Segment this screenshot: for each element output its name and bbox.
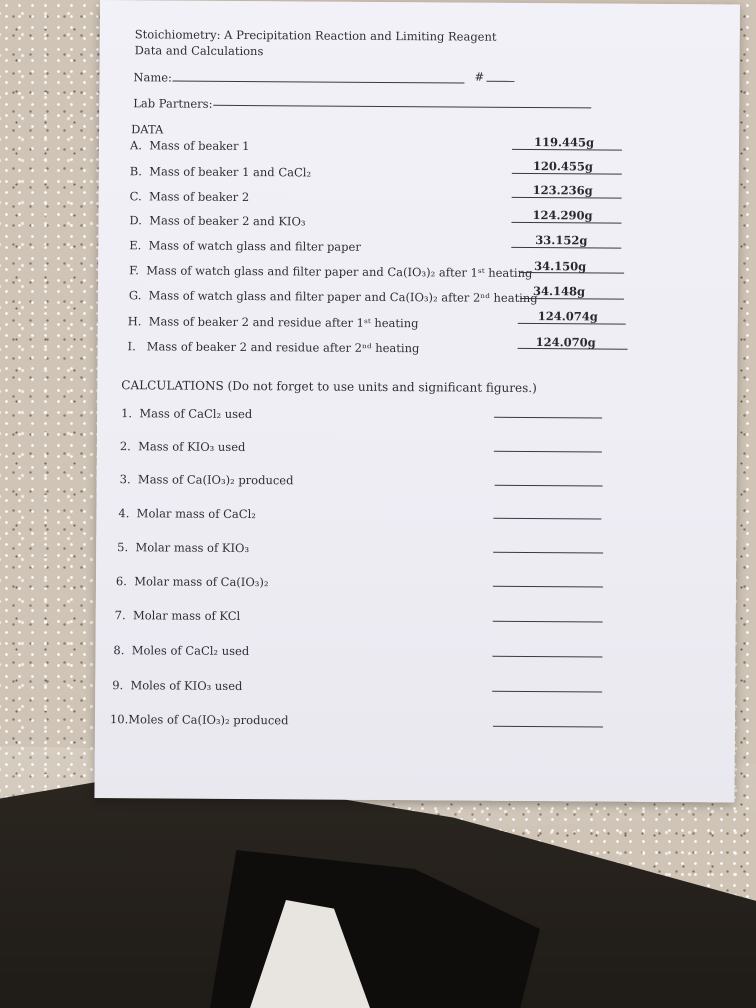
calc-answer-line[interactable] [495, 485, 603, 487]
calc-answer-line[interactable] [493, 726, 603, 728]
calc-number: 9. [112, 678, 124, 693]
calc-row [112, 678, 242, 693]
calc-answer-line[interactable] [492, 656, 602, 658]
data-label: Mass of beaker 2 [148, 189, 250, 205]
data-label: Mass of beaker 2 and residue after 2ⁿᵈ heating [146, 339, 420, 356]
data-value-h: 124.074g [537, 309, 598, 324]
calc-answer-line[interactable] [493, 518, 601, 520]
data-row-b [130, 164, 311, 179]
number-field-line[interactable] [486, 81, 514, 82]
data-label: Mass of beaker 2 and residue after 1ˢᵗ heating [148, 314, 419, 331]
data-value-c: 123.236g [532, 183, 593, 198]
number-label: # [474, 69, 485, 84]
data-letter: B. [129, 164, 142, 179]
data-letter: G. [128, 288, 142, 303]
calc-row [121, 406, 252, 421]
calc-answer-line[interactable] [493, 586, 603, 588]
data-label: Mass of beaker 1 and CaCl₂ [149, 164, 312, 180]
calc-row [116, 574, 269, 589]
calc-label: Moles of KIO₃ used [130, 678, 243, 694]
calc-label: Molar mass of Ca(IO₃)₂ [134, 574, 269, 590]
data-row-d [129, 213, 305, 228]
calc-number: 7. [114, 608, 126, 623]
data-label: Mass of watch glass and filter paper and Ca(IO₃)₂ after 2ⁿᵈ heating [148, 288, 538, 306]
calc-number: 10. [109, 712, 129, 727]
name-label: Name: [133, 70, 173, 85]
calc-row [117, 540, 249, 555]
data-row-i [128, 339, 420, 355]
calc-number: 1. [121, 406, 133, 421]
data-letter: D. [129, 213, 142, 228]
calc-row [115, 608, 241, 623]
worksheet-page [94, 0, 740, 802]
calc-label: Molar mass of CaCl₂ [136, 506, 256, 522]
worksheet-title: Stoichiometry: A Precipitation Reaction and Limiting Reagent [134, 27, 497, 44]
data-label: Mass of beaker 1 [149, 138, 250, 154]
calc-label: Molar mass of KCl [132, 608, 241, 623]
lab-partners-label: Lab Partners: [133, 96, 213, 111]
calc-number: 6. [115, 574, 127, 589]
calc-number: 2. [119, 439, 131, 454]
data-label: Mass of beaker 2 and KIO₃ [149, 213, 306, 229]
data-letter: C. [129, 189, 142, 204]
calc-number: 5. [117, 540, 129, 555]
data-letter: A. [129, 138, 143, 153]
data-row-c [130, 189, 250, 204]
data-value-d: 124.290g [532, 208, 593, 223]
data-value-b: 120.455g [532, 159, 593, 174]
data-row-e [129, 238, 361, 254]
data-value-f: 34.150g [534, 259, 587, 274]
calc-number: 4. [118, 506, 130, 521]
data-letter: F. [129, 263, 140, 278]
calculations-heading: CALCULATIONS (Do not forget to use units and significant figures.) [121, 378, 537, 396]
calc-answer-line[interactable] [494, 451, 602, 453]
calc-number: 8. [113, 643, 125, 658]
calc-answer-line[interactable] [492, 691, 602, 693]
name-field-line[interactable] [172, 81, 464, 84]
calc-answer-line[interactable] [494, 417, 602, 419]
calc-row [113, 643, 249, 658]
data-label: Mass of watch glass and filter paper and Ca(IO₃)₂ after 1ˢᵗ heating [146, 263, 533, 281]
calc-label: Molar mass of KIO₃ [135, 540, 250, 556]
data-label: Mass of watch glass and filter paper [148, 238, 361, 254]
calc-row [110, 712, 289, 727]
data-letter: E. [129, 238, 142, 253]
data-letter: H. [127, 314, 142, 329]
calc-row [120, 472, 294, 487]
calc-answer-line[interactable] [493, 552, 603, 554]
calc-label: Mass of KIO₃ used [138, 439, 246, 455]
calc-label: Moles of Ca(IO₃)₂ produced [128, 712, 289, 728]
data-row-f [129, 263, 532, 280]
data-value-g: 34.148g [532, 284, 586, 299]
data-heading: DATA [131, 122, 164, 137]
calc-label: Mass of Ca(IO₃)₂ produced [137, 472, 294, 488]
calc-label: Moles of CaCl₂ used [131, 643, 250, 659]
data-row-g [129, 288, 538, 305]
lab-partners-field-line[interactable] [213, 105, 591, 109]
data-value-i: 124.070g [535, 335, 596, 350]
calc-number: 3. [119, 472, 131, 487]
calc-row [120, 439, 246, 454]
data-letter: I. [127, 339, 136, 354]
calc-label: Mass of CaCl₂ used [139, 406, 253, 422]
worksheet-subtitle: Data and Calculations [134, 43, 264, 59]
calc-answer-line[interactable] [493, 621, 603, 623]
data-value-e: 33.152g [535, 233, 588, 248]
data-row-h [128, 314, 419, 330]
calc-row [118, 506, 256, 521]
data-value-a: 119.445g [533, 135, 595, 150]
data-row-a [130, 138, 250, 153]
